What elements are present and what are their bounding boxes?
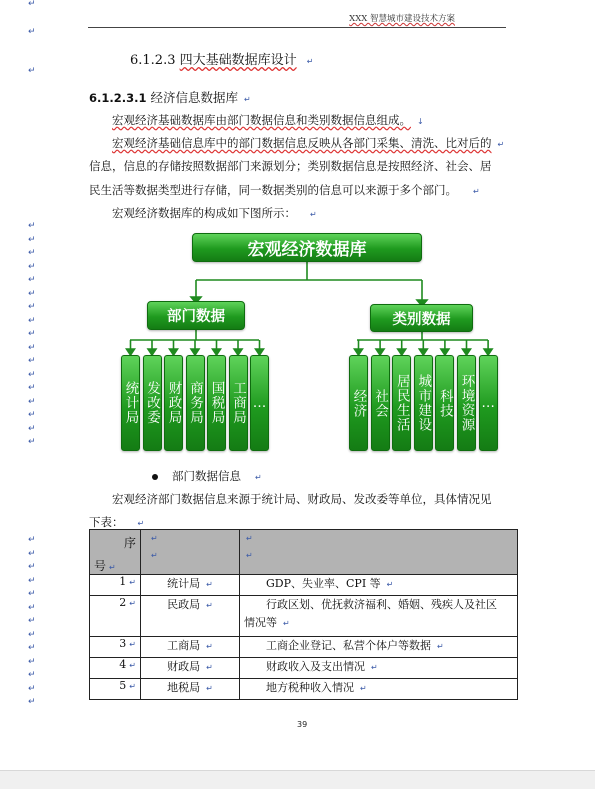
subsection-heading: 6.1.2.3.1 经济信息数据库 ↵ bbox=[89, 90, 251, 105]
category-item-label: 城市建设 bbox=[415, 374, 432, 432]
cell-content: 地方税种收入情况 ↵ bbox=[240, 679, 518, 700]
dept-item-node bbox=[186, 355, 205, 451]
cell-no: 4 ↵ bbox=[90, 658, 141, 679]
paragraph-mark: ↵ bbox=[28, 602, 36, 613]
category-item-node bbox=[392, 355, 411, 451]
category-item-label: 环境资源 bbox=[458, 374, 475, 432]
header-cell-no: 序 号 ↵ bbox=[90, 530, 141, 575]
category-item-label: 科技 bbox=[436, 388, 453, 418]
paragraph-mark: ↵ bbox=[28, 629, 36, 640]
table-header-row bbox=[90, 530, 518, 575]
table-row bbox=[90, 637, 518, 658]
table-row bbox=[90, 658, 518, 679]
dept-item-node bbox=[250, 355, 269, 451]
category-item-node bbox=[349, 355, 368, 451]
category-item-node bbox=[435, 355, 454, 451]
paragraph-1: 宏观经济基础数据库由部门数据信息和类别数据信息组成。 ↓ bbox=[112, 113, 424, 127]
category-item-label: 社会 bbox=[372, 388, 389, 418]
paragraph-3: 宏观经济数据库的构成如下图所示： ↵ bbox=[112, 206, 317, 220]
paragraph-mark: ↵ bbox=[28, 697, 36, 707]
dept-item-node bbox=[164, 355, 183, 451]
category-item-node bbox=[414, 355, 433, 451]
paragraph-mark: ↵ bbox=[28, 437, 36, 447]
paragraph-mark: ↵ bbox=[28, 575, 36, 586]
paragraph-mark: ↵ bbox=[28, 410, 36, 420]
paragraph-mark: ↵ bbox=[28, 329, 36, 339]
category-item-label: 经济 bbox=[350, 388, 367, 418]
paragraph-mark: ↵ bbox=[28, 356, 36, 366]
paragraph-4-line2: 下表： ↵ bbox=[89, 515, 145, 529]
paragraph-2-line2: 信息，信息的存储按照数据部门来源划分；类别数据信息是按照经济、社会、居 bbox=[89, 159, 492, 173]
cell-dept: 民政局 ↵ bbox=[141, 596, 240, 637]
paragraph-mark: ↵ bbox=[28, 535, 36, 545]
category-item-label: 居民生活 bbox=[393, 374, 410, 432]
section-heading: 6.1.2.3 四大基础数据库设计 ↵ bbox=[130, 53, 314, 68]
cell-dept: 财政局 ↵ bbox=[141, 658, 240, 679]
category-item-node bbox=[457, 355, 476, 451]
paragraph-mark: ↵ bbox=[28, 234, 36, 245]
paragraph-mark: ↵ bbox=[28, 302, 36, 312]
category-data-node: 类别数据 bbox=[370, 304, 473, 332]
dept-data-node: 部门数据 bbox=[147, 301, 245, 330]
paragraph-mark: ↵ bbox=[28, 66, 36, 76]
bullet-dot bbox=[152, 474, 158, 480]
dept-item-label: 发改委 bbox=[144, 381, 160, 425]
window-bottom-bar bbox=[0, 770, 595, 789]
table-row bbox=[90, 596, 518, 637]
cell-dept: 统计局 ↵ bbox=[141, 575, 240, 596]
paragraph-mark: ↵ bbox=[28, 562, 36, 572]
paragraph-mark: ↵ bbox=[28, 643, 36, 653]
page-header: XXX 智慧城市建设技术方案 bbox=[349, 14, 455, 24]
root-node: 宏观经济数据库 bbox=[192, 233, 422, 262]
paragraph-mark: ↵ bbox=[28, 275, 36, 285]
paragraph-mark: ↵ bbox=[28, 27, 36, 37]
paragraph-mark: ↵ bbox=[28, 589, 36, 599]
paragraph-mark: ↵ bbox=[28, 342, 36, 353]
category-item-node bbox=[479, 355, 498, 451]
paragraph-2-line3: 民生活等数据类型进行存储，同一数据类别的信息可以来源于多个部门。 ↵ bbox=[89, 183, 480, 197]
category-item-node bbox=[371, 355, 390, 451]
paragraph-mark: ↵ bbox=[28, 0, 36, 9]
cell-content: GDP、失业率、CPI 等 ↵ bbox=[240, 575, 518, 596]
paragraph-mark: ↵ bbox=[28, 261, 36, 272]
paragraph-mark: ↵ bbox=[28, 369, 36, 380]
header-cell-content: ↵ ↵ bbox=[240, 530, 518, 575]
paragraph-2-line1: 宏观经济基础信息库中的部门数据信息反映从各部门采集、清洗、比对后的 ↵ bbox=[112, 136, 505, 150]
cell-dept: 工商局 ↵ bbox=[141, 637, 240, 658]
cell-no: 2 ↵ bbox=[90, 596, 141, 637]
paragraph-4-line1: 宏观经济部门数据信息来源于统计局、财政局、发改委等单位，具体情况见 bbox=[112, 492, 492, 506]
page-number: 39 bbox=[297, 720, 308, 729]
paragraph-mark: ↵ bbox=[28, 683, 36, 694]
dept-item-node bbox=[229, 355, 248, 451]
dept-item-label: 财政局 bbox=[165, 381, 182, 425]
paragraph-mark: ↵ bbox=[28, 288, 36, 299]
paragraph-mark: ↵ bbox=[28, 221, 36, 231]
dept-item-label: … bbox=[251, 394, 268, 412]
bullet-item: 部门数据信息 ↵ bbox=[152, 468, 262, 484]
dept-data-table bbox=[89, 529, 518, 700]
paragraph-mark: ↵ bbox=[28, 656, 36, 667]
cell-no: 1 ↵ bbox=[90, 575, 141, 596]
cell-no: 3 ↵ bbox=[90, 637, 141, 658]
dept-item-label: 商务局 bbox=[187, 381, 203, 425]
paragraph-mark: ↵ bbox=[28, 423, 36, 434]
paragraph-mark: ↵ bbox=[28, 383, 36, 393]
dept-item-label: 统计局 bbox=[122, 381, 139, 425]
paragraph-mark: ↵ bbox=[28, 315, 36, 326]
paragraph-mark: ↵ bbox=[28, 670, 36, 680]
dept-item-node bbox=[207, 355, 226, 451]
dept-item-node bbox=[121, 355, 140, 451]
dept-item-label: 国税局 bbox=[208, 381, 225, 425]
header-cell-dept: ↵ ↵ bbox=[141, 530, 240, 575]
dept-item-label: 工商局 bbox=[230, 381, 246, 425]
table-row bbox=[90, 679, 518, 700]
cell-content: 工商企业登记、私营个体户等数据 ↵ bbox=[240, 637, 518, 658]
category-item-label: … bbox=[480, 394, 497, 412]
paragraph-mark: ↵ bbox=[28, 248, 36, 258]
paragraph-mark: ↵ bbox=[28, 396, 36, 407]
cell-content: 财政收入及支出情况 ↵ bbox=[240, 658, 518, 679]
cell-content: 行政区划、优抚救济福利、婚姻、残疾人及社区 情况等 ↵ bbox=[240, 596, 518, 637]
table-row bbox=[90, 575, 518, 596]
cell-no: 5 ↵ bbox=[90, 679, 141, 700]
paragraph-mark: ↵ bbox=[28, 616, 36, 626]
paragraph-mark: ↵ bbox=[28, 548, 36, 559]
dept-item-node bbox=[143, 355, 162, 451]
cell-dept: 地税局 ↵ bbox=[141, 679, 240, 700]
